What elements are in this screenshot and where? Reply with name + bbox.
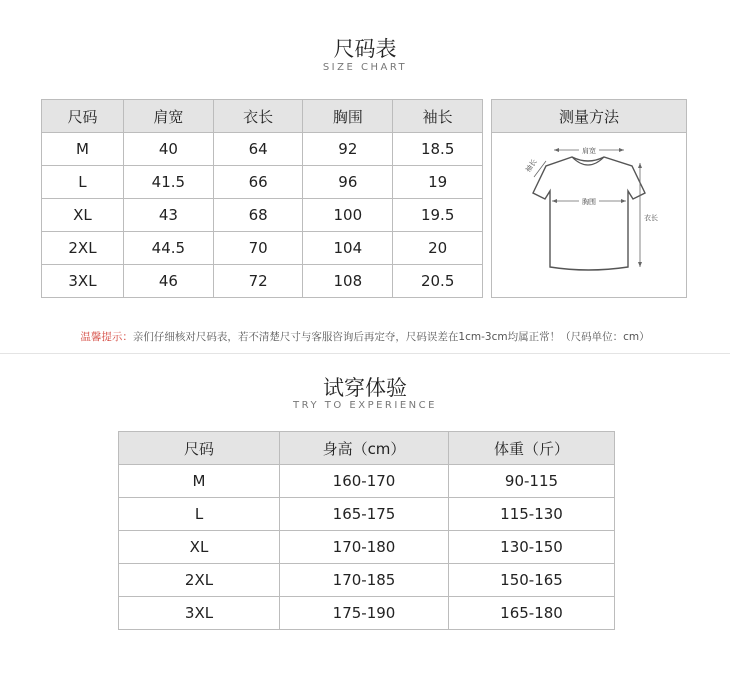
size-chart-subtitle: SIZE CHART xyxy=(322,62,408,73)
header-size: 尺码 xyxy=(42,100,124,133)
tshirt-diagram-icon xyxy=(492,133,686,293)
header-method: 测量方法 xyxy=(491,100,686,133)
try-on-table xyxy=(118,431,615,630)
diagram-label-sleeve: 袖长 xyxy=(524,157,539,174)
tip-label: 温馨提示： xyxy=(80,331,133,343)
table-row xyxy=(119,498,615,531)
cell-height: 160-170 xyxy=(280,465,449,498)
cell-size: 2XL xyxy=(119,564,280,597)
cell-size: M xyxy=(42,133,124,166)
cell-length: 68 xyxy=(213,199,303,232)
cell-chest: 108 xyxy=(303,265,393,298)
cell-chest: 100 xyxy=(303,199,393,232)
section-divider xyxy=(0,353,730,354)
diagram-label-length: 衣长 xyxy=(643,214,658,222)
header-shoulder: 肩宽 xyxy=(123,100,213,133)
header-length: 衣长 xyxy=(213,100,303,133)
cell-weight: 90-115 xyxy=(449,465,615,498)
cell-size: 3XL xyxy=(119,597,280,630)
cell-sleeve: 19 xyxy=(393,166,483,199)
diagram-label-shoulder: 肩宽 xyxy=(581,147,596,155)
cell-length: 72 xyxy=(213,265,303,298)
table-row xyxy=(119,564,615,597)
cell-size: XL xyxy=(42,199,124,232)
cell-weight: 130-150 xyxy=(449,531,615,564)
column-gap xyxy=(483,100,492,133)
cell-chest: 96 xyxy=(303,166,393,199)
cell-height: 165-175 xyxy=(280,498,449,531)
header-weight: 体重（斤） xyxy=(449,432,615,465)
size-chart-table xyxy=(41,99,687,298)
header-sleeve: 袖长 xyxy=(393,100,483,133)
cell-height: 170-180 xyxy=(280,531,449,564)
cell-size: L xyxy=(119,498,280,531)
cell-chest: 92 xyxy=(303,133,393,166)
cell-shoulder: 43 xyxy=(123,199,213,232)
cell-size: 3XL xyxy=(42,265,124,298)
table-row xyxy=(119,531,615,564)
diagram-label-chest: 胸围 xyxy=(581,198,596,206)
cell-height: 170-185 xyxy=(280,564,449,597)
cell-length: 70 xyxy=(213,232,303,265)
cell-chest: 104 xyxy=(303,232,393,265)
cell-weight: 115-130 xyxy=(449,498,615,531)
cell-sleeve: 20 xyxy=(393,232,483,265)
cell-size: 2XL xyxy=(42,232,124,265)
cell-shoulder: 40 xyxy=(123,133,213,166)
size-tip xyxy=(0,329,730,344)
cell-shoulder: 44.5 xyxy=(123,232,213,265)
cell-size: M xyxy=(119,465,280,498)
try-on-title: 试穿体验 xyxy=(323,376,407,400)
header-height: 身高（cm） xyxy=(280,432,449,465)
table-row xyxy=(119,465,615,498)
cell-sleeve: 19.5 xyxy=(393,199,483,232)
cell-shoulder: 41.5 xyxy=(123,166,213,199)
header-size: 尺码 xyxy=(119,432,280,465)
table-header-row xyxy=(42,100,687,133)
header-chest: 胸围 xyxy=(303,100,393,133)
cell-height: 175-190 xyxy=(280,597,449,630)
cell-sleeve: 20.5 xyxy=(393,265,483,298)
cell-size: L xyxy=(42,166,124,199)
table-row xyxy=(119,597,615,630)
table-row xyxy=(42,133,687,166)
cell-length: 64 xyxy=(213,133,303,166)
cell-size: XL xyxy=(119,531,280,564)
try-on-subtitle: TRY TO EXPERIENCE xyxy=(293,400,437,411)
table-header-row xyxy=(119,432,615,465)
cell-sleeve: 18.5 xyxy=(393,133,483,166)
column-gap xyxy=(483,133,492,298)
measurement-diagram-cell xyxy=(491,133,686,298)
size-chart-title: 尺码表 xyxy=(333,37,397,61)
cell-weight: 165-180 xyxy=(449,597,615,630)
tip-text: 亲们仔细核对尺码表，若不清楚尺寸与客服咨询后再定夺，尺码误差在1cm-3cm均属正常！（尺码单位：cm） xyxy=(132,331,650,343)
cell-length: 66 xyxy=(213,166,303,199)
cell-shoulder: 46 xyxy=(123,265,213,298)
cell-weight: 150-165 xyxy=(449,564,615,597)
